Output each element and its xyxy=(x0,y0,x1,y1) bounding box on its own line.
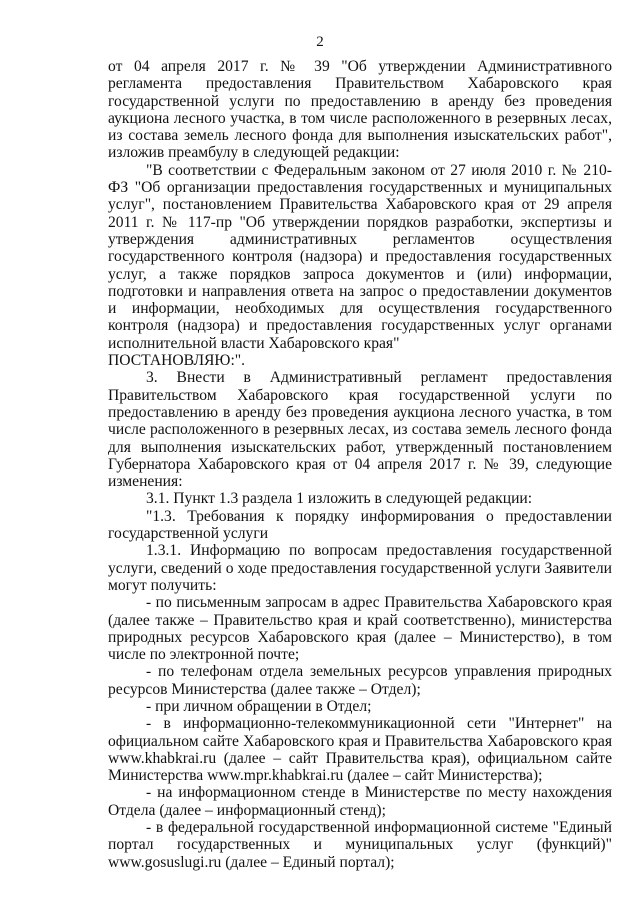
paragraph-item-3-1: 3.1. Пункт 1.3 раздела 1 изложить в следующей редакции: xyxy=(146,490,533,508)
document-body xyxy=(108,58,612,871)
paragraph-preamble-text: "В соответствии с Федеральным законом от 27 июля 2010 г. № 210-ФЗ "Об организации предоставления государственных и муниципальных услуг", постановлением Правительства Хабаровского края от 29 апреля 2011 г. № 117-пр "Об утверждении порядков разработки, экспертизы и утверждения административных регламентов осуществления государственного контроля (надзора) и предоставления государственных услуг, а также порядков запроса документов и (или) информации, подготовки и направления ответа на запрос о предоставлении документов и информации, необходимых для осуществления государственного контроля (надзора) и предоставления государственных услуг органами исполнительной власти Хабаровского края" xyxy=(108,161,612,352)
paragraph-item-1-3-1: 1.3.1. Информацию по вопросам предоставления государственной услуги, сведений о ходе предоставления государственной услуги Заявители могут получить: xyxy=(108,542,612,594)
list-item-personal-visit: - при личном обращении в Отдел; xyxy=(146,697,372,715)
paragraph-preamble-amendment: от 04 апреля 2017 г. № 39 "Об утверждении Административного регламента предоставления Правительством Хабаровского края государственной услуги по предоставлению в аренду без проведения аукциона лесного участка, в том числе расположенного в резервных лесах, из состава земель лесного фонда для выполнения изыскательских работ", изложив преамбулу в следующей редакции: xyxy=(108,58,612,162)
list-item-written-requests: - по письменным запросам в адрес Правительства Хабаровского края (далее также – Правительство края и край соответственно), министерства природных ресурсов Хабаровского края (далее – Министерство), в том числе по электронной почте; xyxy=(108,594,612,664)
list-item-unified-portal: - в федеральной государственной информационной системе "Единый портал государственных и муниципальных услуг (функций)" www.gosuslugi.ru (далее – Единый портал); xyxy=(108,819,612,871)
list-item-phone: - по телефонам отдела земельных ресурсов управления природных ресурсов Министерства (далее также – Отдел); xyxy=(108,663,612,698)
paragraph-item-3: 3. Внести в Административный регламент предоставления Правительством Хабаровского края государственной услуги по предоставлению в аренду без проведения аукциона лесного участка, в том числе расположенного в резервных лесах, из состава земель лесного фонда для выполнения изыскательских работ, утвержденный постановлением Губернатора Хабаровского края от 04 апреля 2017 г. № 39, следующие изменения: xyxy=(108,369,612,491)
paragraph-section-1-3-heading: "1.3. Требования к порядку информирования о предоставлении государственной услуги xyxy=(108,507,612,543)
page-number: 2 xyxy=(316,34,324,50)
list-item-info-stand: - на информационном стенде в Министерстве по месту нахождения Отдела (далее – информационный стенд); xyxy=(108,784,612,819)
paragraph-resolution-word: ПОСТАНОВЛЯЮ:". xyxy=(108,352,246,370)
list-item-internet: - в информационно-телекоммуникационной сети "Интернет" на официальном сайте Хабаровского края и Правительства Хабаровского края www.khabkrai.ru (далее – сайт Правительства края), официальном сайте Министерства www.mpr.khabkrai.ru (далее – сайт Министерства); xyxy=(108,715,612,785)
